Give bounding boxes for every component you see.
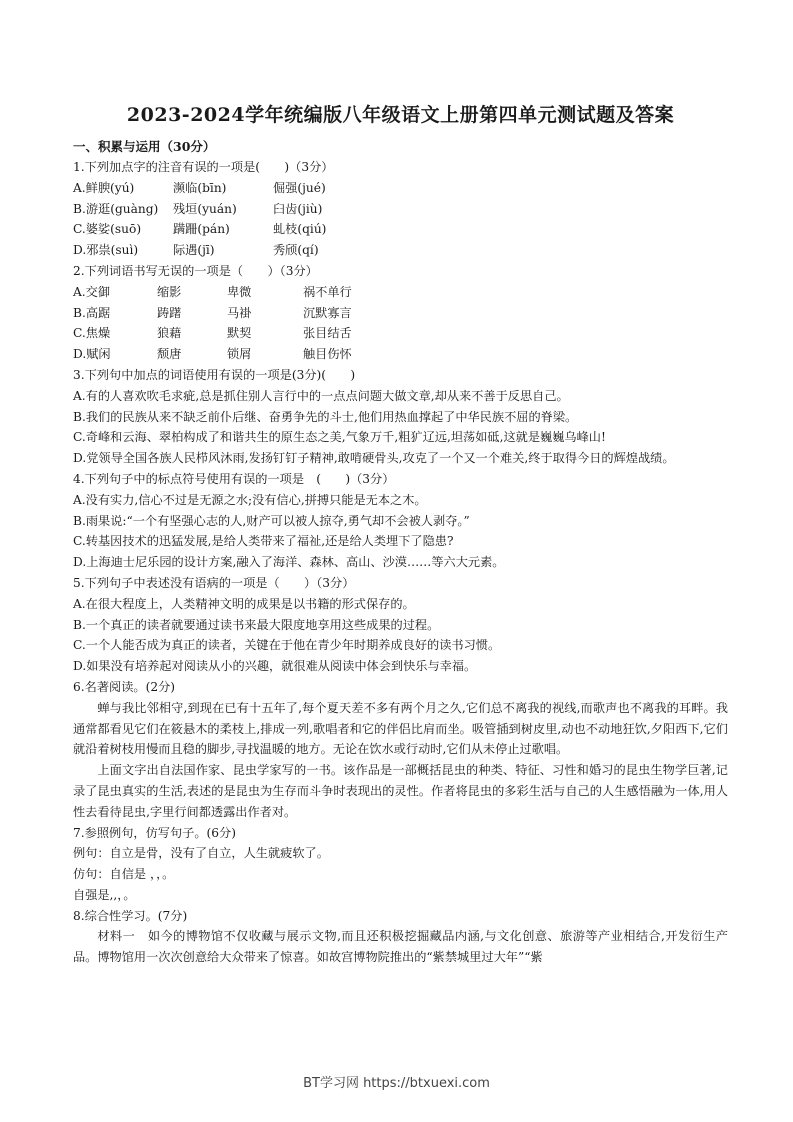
- page-title: 2023-2024学年统编版八年级语文上册第四单元测试题及答案: [126, 104, 675, 126]
- question-stem: 8.综合性学习。(7分): [73, 908, 188, 923]
- question-stem: 1.下列加点字的注音有误的一项是( )（3分）: [73, 160, 334, 174]
- question-stem: 7.参照例句，仿写句子。(6分): [73, 825, 236, 840]
- question-8: [73, 906, 728, 968]
- question-stem: 4.下列句子中的标点符号使用有误的一项是 ( )（3分）: [73, 471, 395, 486]
- option-c: C.奇峰和云海、翠柏构成了和谐共生的原生态之美,气象万千,粗犷辽远,坦荡如砥,这就是巍巍乌峰山!: [73, 430, 606, 445]
- option-c: C.转基因技术的迅猛发展,是给人类带来了福祉,还是给人类埋下了隐患?: [73, 534, 454, 549]
- section-heading: 一、积累与运用（30分）: [73, 139, 216, 154]
- question-1: [73, 157, 728, 261]
- reading-paragraph: 上面文字出自法国作家、昆虫学家写的一书。该作品是一部概括昆虫的种类、特征、习性和婚习的昆虫生物学巨著,记录了昆虫真实的生活,表述的是昆虫为生存而斗争时表现出的灵性。作者将昆虫的多彩生活与自己的人生感悟融为一体,用人性去看待昆虫,字里行间都透露出作者对。: [73, 763, 728, 819]
- option-a: A.没有实力,信心不过是无源之水;没有信心,拼搏只能是无本之木。: [73, 492, 427, 507]
- option-b: B.我们的民族从来不缺乏前仆后继、奋勇争先的斗士,他们用热血撑起了中华民族不屈的脊梁。: [73, 409, 578, 424]
- question-5: [73, 573, 728, 677]
- option-row: C.婆娑(suō) 蹒跚(pán) 虬枝(qiú): [73, 222, 327, 237]
- question-stem: 6.名著阅读。(2分): [73, 679, 176, 694]
- option-row: B.游逛(guàng) 残垣(yuán) 臼齿(jiù): [73, 201, 323, 216]
- option-d: D.如果没有培养起对阅读从小的兴趣，就很难从阅读中体会到快乐与幸福。: [73, 659, 477, 674]
- option-d: D.上海迪士尼乐园的设计方案,融入了海洋、森林、高山、沙漠……等六大元素。: [73, 555, 505, 570]
- imitation-sentence: 自强是,,，。: [73, 887, 136, 902]
- option-row: D.赋闲 颓唐 锁屑 触目伤怀: [73, 347, 352, 362]
- example-sentence: 例句：自立是骨，没有了自立，人生就疲软了。: [73, 846, 329, 861]
- question-2: [73, 261, 728, 365]
- footer-watermark: BT学习网 https://btxuexi.com: [303, 1076, 490, 1091]
- option-b: B.一个真正的读者就要通过读书来最大限度地享用这些成果的过程。: [73, 617, 440, 632]
- question-7: [73, 823, 728, 906]
- imitation-sentence: 仿句：自信是 ，，。: [73, 867, 175, 882]
- question-6: [73, 677, 728, 823]
- question-stem: 5.下列句子中表述没有语病的一项是（ ）（3分）: [73, 575, 355, 590]
- question-stem: 3.下列句中加点的词语使用有误的一项是(3分)( ): [73, 367, 356, 382]
- document-page: [73, 100, 728, 968]
- option-row: C.焦燥 狼藉 默契 张目结舌: [73, 326, 352, 341]
- option-c: C.一个人能否成为真正的读者，关键在于他在青少年时期养成良好的读书习惯。: [73, 638, 501, 653]
- option-row: B.高踞 踌躇 马褂 沉默寡言: [73, 305, 352, 320]
- option-row: D.邪祟(suì) 际遇(jī) 秀颀(qí): [73, 243, 319, 258]
- option-d: D.党领导全国各族人民栉风沐雨,发扬钉钉子精神,敢啃硬骨头,攻克了一个又一个难关,终于取得今日的辉煌战绩。: [73, 451, 675, 466]
- option-a: A.有的人喜欢吹毛求疵,总是抓住别人言行中的一点点问题大做文章,却从来不善于反思自己。: [73, 388, 569, 403]
- reading-paragraph: 蝉与我比邻相守,到现在已有十五年了,每个夏天差不多有两个月之久,它们总不离我的视线,而歌声也不离我的耳畔。我通常都看见它们在筱悬木的柔枝上,排成一列,歌唱者和它的伴侣比肩而坐。吸管插到树皮里,动也不动地狂饮,夕阳西下,它们就沿着树枝用慢而且稳的脚步,寻找温暖的地方。无论在饮水或行动时,它们从未停止过歌唱。: [73, 700, 728, 757]
- option-a: A.在很大程度上，人类精神文明的成果是以书籍的形式保存的。: [73, 596, 415, 611]
- material-paragraph: 材料一 如今的博物馆不仅收藏与展示文物,而且还积极挖掘藏品内涵,与文化创意、旅游等产业相结合,开发衍生产品。博物馆用一次次创意给大众带来了惊喜。如故宫博物院推出的“紫禁城里过大年”“紫: [73, 929, 728, 965]
- question-stem: 2.下列词语书写无误的一项是（ ）（3分）: [73, 263, 318, 278]
- option-row: A.鲜腴(yú) 濒临(bīn) 倔强(jué): [73, 180, 326, 195]
- question-4: [73, 469, 728, 573]
- question-3: [73, 365, 728, 469]
- option-row: A.交御 缩影 卑微 祸不单行: [73, 284, 352, 299]
- option-b: B.雨果说:“一个有坚强心志的人,财产可以被人掠夺,勇气却不会被人剥夺。”: [73, 513, 470, 528]
